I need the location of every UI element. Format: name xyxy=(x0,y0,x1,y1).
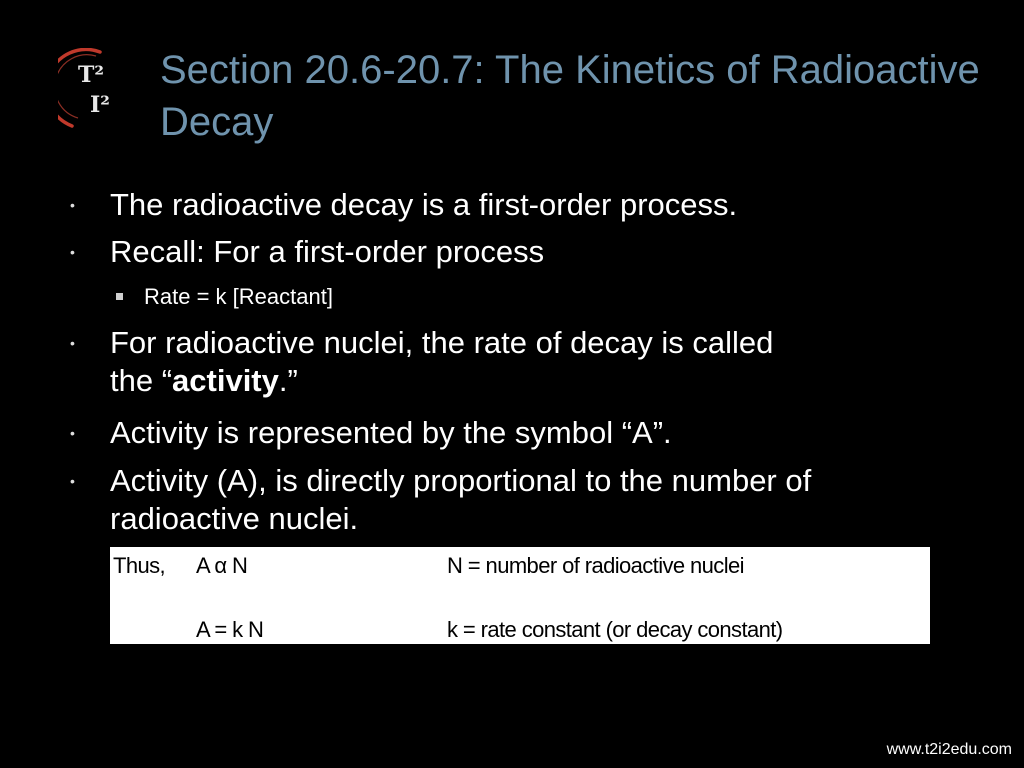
proportionality-expression: A α N xyxy=(196,553,248,578)
bullet-item xyxy=(70,324,980,400)
bullet-dot: • xyxy=(70,473,75,489)
bullet-text-line1: Activity (A), is directly proportional to the number of xyxy=(110,463,812,498)
sub-bullet-square xyxy=(116,293,123,300)
bullet-text-line2-end: .” xyxy=(278,363,298,398)
bullet-text: The radioactive decay is a first-order process. xyxy=(110,187,738,222)
sub-bullet-item xyxy=(144,282,844,312)
bullet-dot: • xyxy=(70,244,75,260)
bullet-text: Recall: For a first-order process xyxy=(110,234,545,269)
footer-url: www.t2i2edu.com xyxy=(886,741,1012,758)
bullet-dot: • xyxy=(70,335,75,351)
t2i2-logo xyxy=(58,48,138,130)
bullet-item xyxy=(70,233,980,271)
logo-text-line1: T² xyxy=(78,62,105,88)
bullet-item xyxy=(70,186,980,224)
activity-term: activity xyxy=(172,363,279,398)
n-definition: N = number of radioactive nuclei xyxy=(447,553,744,578)
sub-bullet-text: Rate = k [Reactant] xyxy=(144,284,333,309)
bullet-item xyxy=(70,414,980,452)
bullet-dot: • xyxy=(70,197,75,213)
bullet-text-line2: radioactive nuclei. xyxy=(110,501,359,536)
bullet-item xyxy=(70,462,980,538)
bullet-text: Activity is represented by the symbol “A”. xyxy=(110,415,672,450)
logo-text-line2: I² xyxy=(90,92,110,118)
bullet-text-line2-start: the “ xyxy=(110,363,173,398)
equation-box xyxy=(110,547,930,644)
bullet-dot: • xyxy=(70,425,75,441)
thus-label: Thus, xyxy=(113,553,166,578)
slide-title: Section 20.6-20.7: The Kinetics of Radioactive Decay xyxy=(160,48,980,144)
bullet-text-line1: For radioactive nuclei, the rate of decay is called xyxy=(110,325,774,360)
k-definition: k = rate constant (or decay constant) xyxy=(447,617,783,642)
rate-equation: A = k N xyxy=(196,617,264,642)
